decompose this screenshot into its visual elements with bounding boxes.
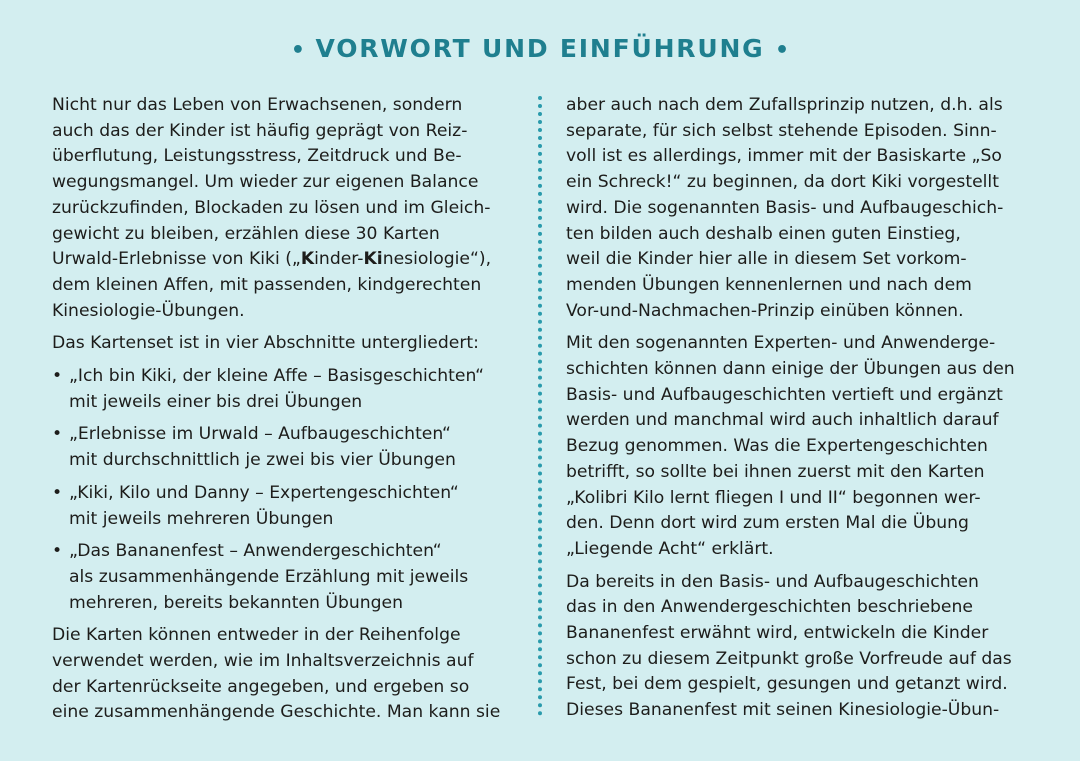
title-text: VORWORT UND EINFÜHRUNG — [315, 34, 765, 63]
list-item — [52, 422, 522, 473]
list-item — [52, 481, 522, 532]
text-line: „Erlebnisse im Urwald – Aufbaugeschichten“ — [69, 424, 451, 445]
text-line: „Kiki, Kilo und Danny – Expertengeschichten“ — [69, 482, 459, 503]
left-column — [52, 93, 522, 733]
text-line: separate, für sich selbst stehende Episoden. Sinn- — [566, 120, 997, 141]
bullet-mark: • — [52, 424, 63, 445]
text-line: ten bilden auch deshalb einen guten Einstieg, — [566, 223, 961, 244]
text-line: mehreren, bereits bekannten Übungen — [69, 592, 404, 613]
list-item — [52, 364, 522, 415]
text-line: Die Karten können entweder in der Reihenfolge — [52, 625, 461, 646]
text-line: der Kartenrückseite angegeben, und ergeben so — [52, 676, 470, 697]
text-line: als zusammenhängende Erzählung mit jeweils — [69, 566, 469, 587]
text-line: Fest, bei dem gespielt, gesungen und getanzt wird. — [566, 674, 1008, 695]
text-line: Mit den sogenannten Experten- und Anwenderge- — [566, 333, 996, 354]
text-line: das in den Anwendergeschichten beschriebene — [566, 597, 973, 618]
text-line: Kinesiologie-Übungen. — [52, 300, 245, 321]
title-dot-right: • — [775, 38, 790, 63]
text-line: zurückzufinden, Blockaden zu lösen und im Gleich- — [52, 197, 491, 218]
text-line: Dieses Bananenfest mit seinen Kinesiologie-Übun- — [566, 700, 1000, 721]
text-line: „Kolibri Kilo lernt fliegen I und II“ begonnen wer- — [566, 487, 981, 508]
title-dot-left: • — [290, 38, 305, 63]
text-line: mit durchschnittlich je zwei bis vier Übungen — [69, 450, 456, 471]
text-line: „Ich bin Kiki, der kleine Affe – Basisgeschichten“ — [69, 366, 485, 387]
text-line: Bezug genommen. Was die Expertengeschichten — [566, 436, 988, 457]
text-line: wegungsmangel. Um wieder zur eigenen Balance — [52, 172, 479, 193]
text-line: „Das Bananenfest – Anwendergeschichten“ — [69, 541, 442, 562]
text-line-kiki — [52, 247, 522, 273]
text-line: menden Übungen kennenlernen und nach dem — [566, 274, 972, 295]
text-line: wird. Die sogenannten Basis- und Aufbaugeschich- — [566, 197, 1004, 218]
column-divider — [538, 96, 542, 716]
text-line: betrifft, so sollte bei ihnen zuerst mit den Karten — [566, 461, 985, 482]
page-title — [0, 34, 1080, 63]
kiki-letters-ki: Ki — [363, 249, 383, 270]
kiki-letter-k: K — [300, 249, 315, 270]
text-line: schon zu diesem Zeitpunkt große Vorfreude auf das — [566, 648, 1012, 669]
sections-intro — [52, 331, 522, 357]
right-column — [566, 93, 1032, 731]
text-line: Bananenfest erwähnt wird, entwickeln die Kinder — [566, 623, 989, 644]
text-line: weil die Kinder hier alle in diesem Set vorkom- — [566, 249, 967, 270]
kiki-mid: inder- — [314, 249, 364, 270]
text-line: ein Schreck!“ zu beginnen, da dort Kiki vorgestellt — [566, 172, 999, 193]
text-line: werden und manchmal wird auch inhaltlich darauf — [566, 410, 999, 431]
expert-paragraph — [566, 331, 1032, 562]
list-item — [52, 539, 522, 616]
kiki-after: nesiologie“), — [382, 249, 492, 270]
text-line: Das Kartenset ist in vier Abschnitte untergliedert: — [52, 333, 479, 354]
text-line: mit jeweils mehreren Übungen — [69, 508, 334, 529]
text-line: mit jeweils einer bis drei Übungen — [69, 391, 363, 412]
text-line: überflutung, Leistungsstress, Zeitdruck und Be- — [52, 146, 462, 167]
bullet-mark: • — [52, 482, 63, 503]
bullet-mark: • — [52, 541, 63, 562]
text-line: aber auch nach dem Zufallsprinzip nutzen, d.h. als — [566, 95, 1003, 115]
banana-fest-paragraph — [566, 570, 1032, 724]
text-line: eine zusammenhängende Geschichte. Man kann sie — [52, 702, 501, 723]
text-line: Da bereits in den Basis- und Aufbaugeschichten — [566, 571, 979, 592]
text-line: den. Denn dort wird zum ersten Mal die Übung — [566, 513, 969, 534]
intro-paragraph — [52, 93, 522, 324]
text-line: verwendet werden, wie im Inhaltsverzeichnis auf — [52, 651, 474, 672]
order-paragraph — [52, 623, 522, 726]
text-line: Basis- und Aufbaugeschichten vertieft und ergänzt — [566, 384, 1003, 405]
random-order-paragraph — [566, 93, 1032, 324]
text-line: schichten können dann einige der Übungen aus den — [566, 359, 1015, 380]
text-line: gewicht zu bleiben, erzählen diese 30 Karten — [52, 223, 440, 244]
text-line: dem kleinen Affen, mit passenden, kindgerechten — [52, 274, 482, 295]
text-line: Nicht nur das Leben von Erwachsenen, sondern — [52, 95, 463, 115]
text-line: Vor-und-Nachmachen-Prinzip einüben können. — [566, 300, 964, 321]
kiki-before: Urwald-Erlebnisse von Kiki („ — [52, 249, 301, 270]
text-line: auch das der Kinder ist häufig geprägt von Reiz- — [52, 120, 468, 141]
bullet-mark: • — [52, 366, 63, 387]
text-line: voll ist es allerdings, immer mit der Basiskarte „So — [566, 146, 1002, 167]
text-line: „Liegende Acht“ erklärt. — [566, 538, 774, 559]
